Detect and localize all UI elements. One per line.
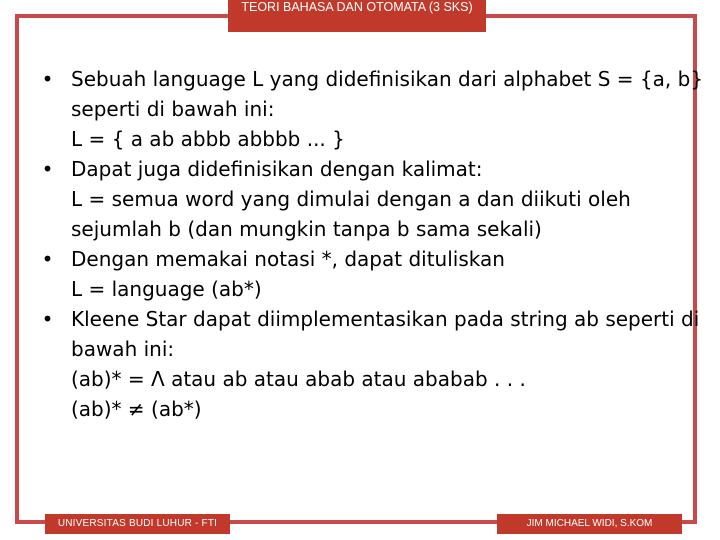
footer-author: JIM MICHAEL WIDI, S.KOM <box>497 514 682 534</box>
bullet-item-3 <box>24 244 684 304</box>
bullet-line: bawah ini: <box>71 337 175 361</box>
bullet-line: L = semua word yang dimulai dengan a dan diikuti oleh <box>71 187 631 211</box>
header-title: TEORI BAHASA DAN OTOMATA (3 SKS) <box>228 0 486 32</box>
bullet-line: seperti di bawah ini: <box>71 97 275 121</box>
bullet-item-4 <box>24 304 700 424</box>
bullet-line: sejumlah b (dan mungkin tanpa b sama sekali) <box>71 217 542 241</box>
slide-content <box>24 64 704 424</box>
bullet-line: (ab)* = Λ atau ab atau abab atau ababab . . . <box>71 367 526 391</box>
footer-university: UNIVERSITAS BUDI LUHUR - FTI <box>45 514 230 534</box>
bullet-line: (ab)* ≠ (ab*) <box>71 397 202 421</box>
bullet-line: Dengan memakai notasi *, dapat dituliskan <box>71 247 505 271</box>
bullet-line: L = { a ab abbb abbbb ... } <box>71 127 345 151</box>
bullet-item-1 <box>24 64 704 154</box>
bullet-line: Dapat juga didefinisikan dengan kalimat: <box>71 157 483 181</box>
bullet-icon: • <box>41 157 54 181</box>
bullet-icon: • <box>41 67 54 91</box>
bullet-icon: • <box>41 307 54 331</box>
bullet-item-2 <box>24 154 684 244</box>
bullet-line: Kleene Star dapat diimplementasikan pada string ab seperti di <box>71 307 700 331</box>
bullet-line: L = language (ab*) <box>71 277 262 301</box>
bullet-icon: • <box>41 247 54 271</box>
bullet-line: Sebuah language L yang didefinisikan dari alphabet S = {a, b} <box>71 67 704 91</box>
